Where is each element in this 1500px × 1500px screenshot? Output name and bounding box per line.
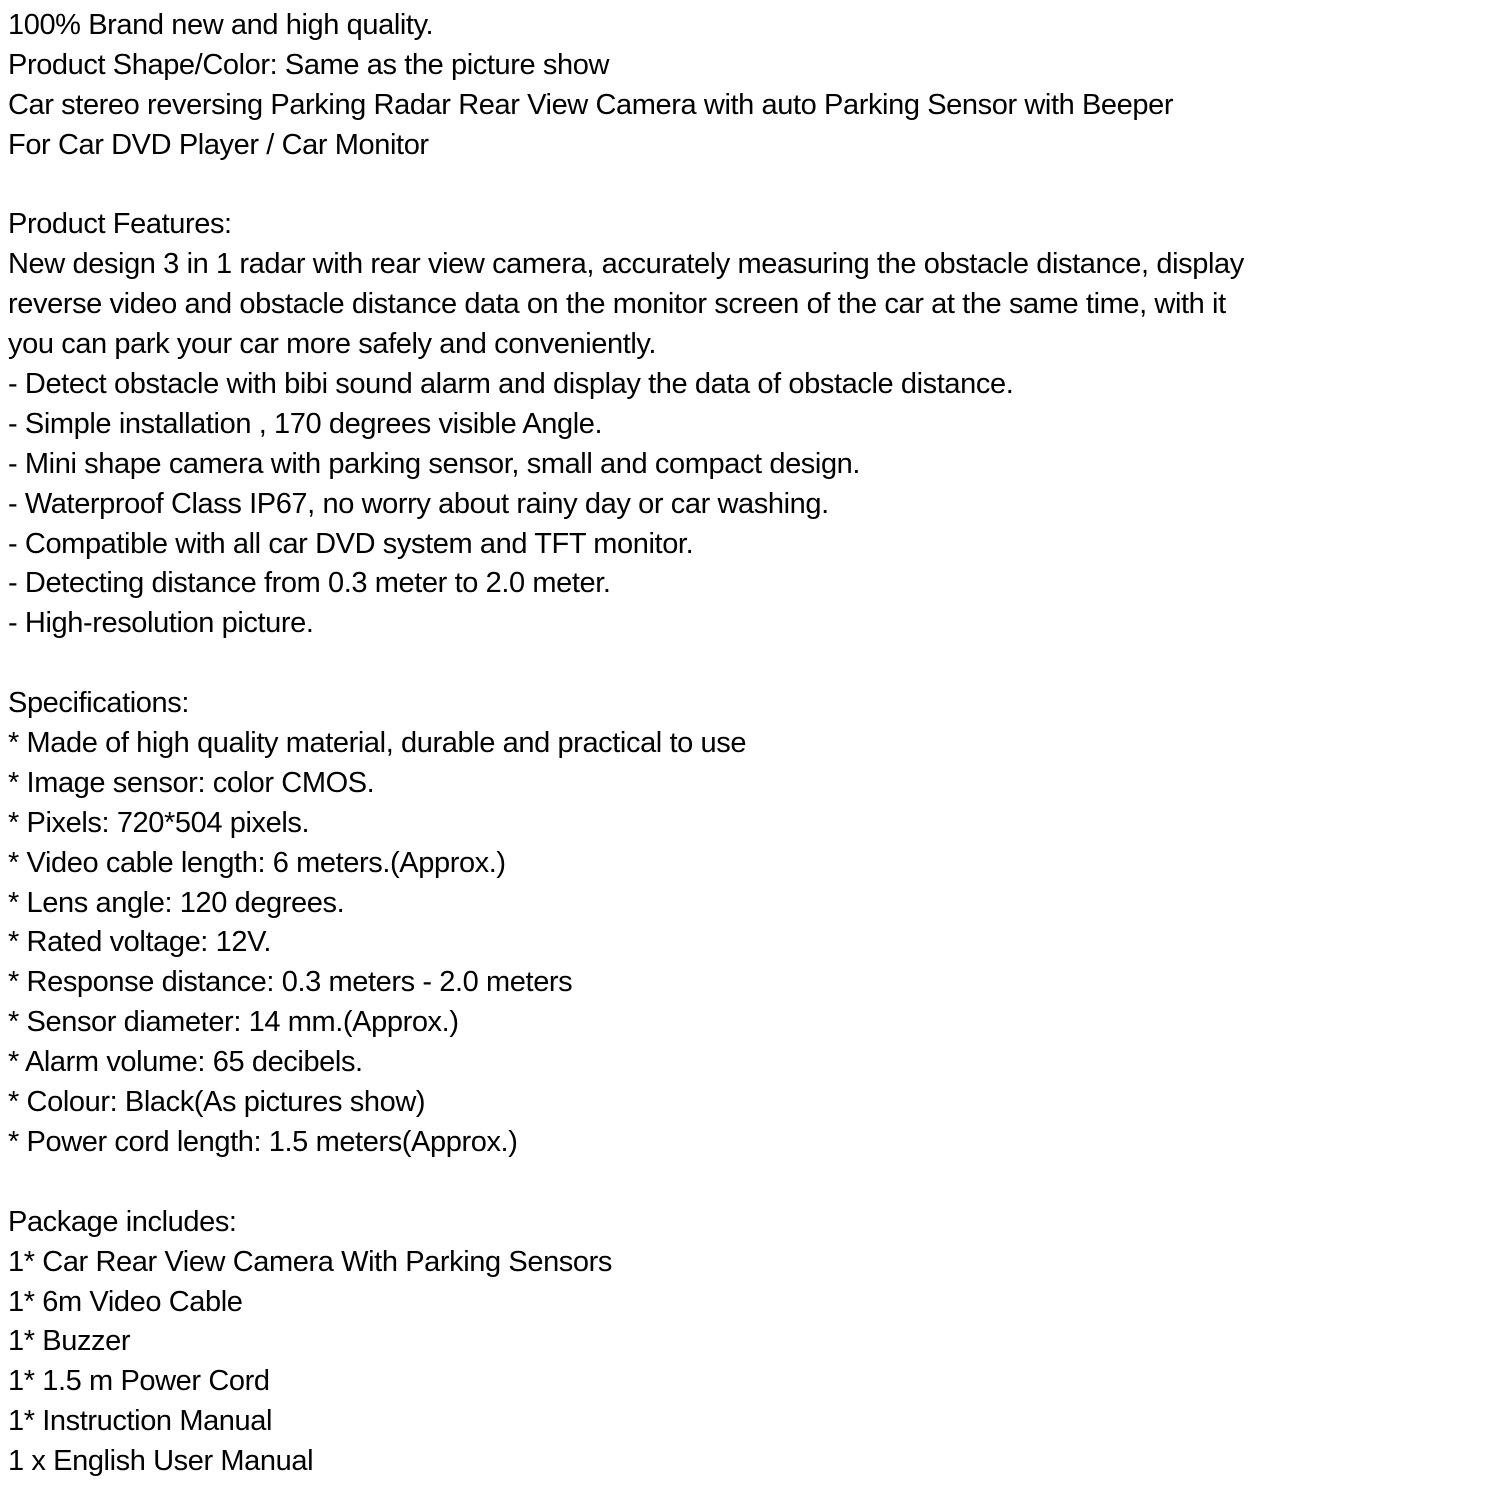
spec-item: * Rated voltage: 12V. [8,926,272,959]
spec-item: * Pixels: 720*504 pixels. [8,806,310,839]
package-section [8,1203,1488,1482]
spec-item: * Sensor diameter: 14 mm.(Approx.) [8,1006,459,1039]
features-heading: Product Features: [8,208,232,241]
feature-item: - Detect obstacle with bibi sound alarm and display the data of obstacle distance. [8,368,1014,401]
intro-line: 100% Brand new and high quality. [8,9,434,41]
feature-item: - Mini shape camera with parking sensor, small and compact design. [8,447,861,480]
spec-item: * Lens angle: 120 degrees. [8,886,345,919]
spec-item: * Video cable length: 6 meters.(Approx.) [8,846,506,879]
spec-item: * Made of high quality material, durable and practical to use [8,727,747,760]
feature-item: - Simple installation , 170 degrees visible Angle. [8,407,603,440]
intro-line: For Car DVD Player / Car Monitor [8,128,429,161]
feature-item: - Detecting distance from 0.3 meter to 2.0 meter. [8,567,611,600]
spec-item: * Response distance: 0.3 meters - 2.0 meters [8,966,573,999]
features-section [8,205,1488,644]
package-item: 1* 1.5 m Power Cord [8,1365,270,1398]
intro-line: Product Shape/Color: Same as the picture show [8,48,609,81]
section-spacer [8,1163,1488,1203]
features-description-line: reverse video and obstacle distance data on the monitor screen of the car at the same time, with it [8,288,1226,321]
features-description-line: you can park your car more safely and conveniently. [8,328,657,361]
spec-item: * Colour: Black(As pictures show) [8,1086,426,1119]
intro-line: Car stereo reversing Parking Radar Rear View Camera with auto Parking Sensor with Beeper [8,88,1174,121]
spec-item: * Alarm volume: 65 decibels. [8,1046,363,1079]
spec-item: * Power cord length: 1.5 meters(Approx.) [8,1125,518,1158]
section-spacer [8,644,1488,684]
specifications-heading: Specifications: [8,687,189,720]
feature-item: - High-resolution picture. [8,607,314,640]
features-description-line: New design 3 in 1 radar with rear view camera, accurately measuring the obstacle distance, display [8,248,1244,281]
package-item: 1* Buzzer [8,1325,131,1358]
feature-item: - Compatible with all car DVD system and TFT monitor. [8,527,694,560]
package-heading: Package includes: [8,1205,237,1238]
package-item: 1 x English User Manual [8,1445,314,1478]
specifications-section [8,684,1488,1163]
spec-item: * Image sensor: color CMOS. [8,766,375,799]
package-item: 1* Instruction Manual [8,1405,273,1438]
package-item: 1* 6m Video Cable [8,1285,243,1318]
section-spacer [8,166,1488,206]
intro-section [8,6,1488,166]
feature-item: - Waterproof Class IP67, no worry about rainy day or car washing. [8,487,829,520]
product-description-document [8,6,1488,1482]
package-item: 1* Car Rear View Camera With Parking Sensors [8,1245,612,1278]
